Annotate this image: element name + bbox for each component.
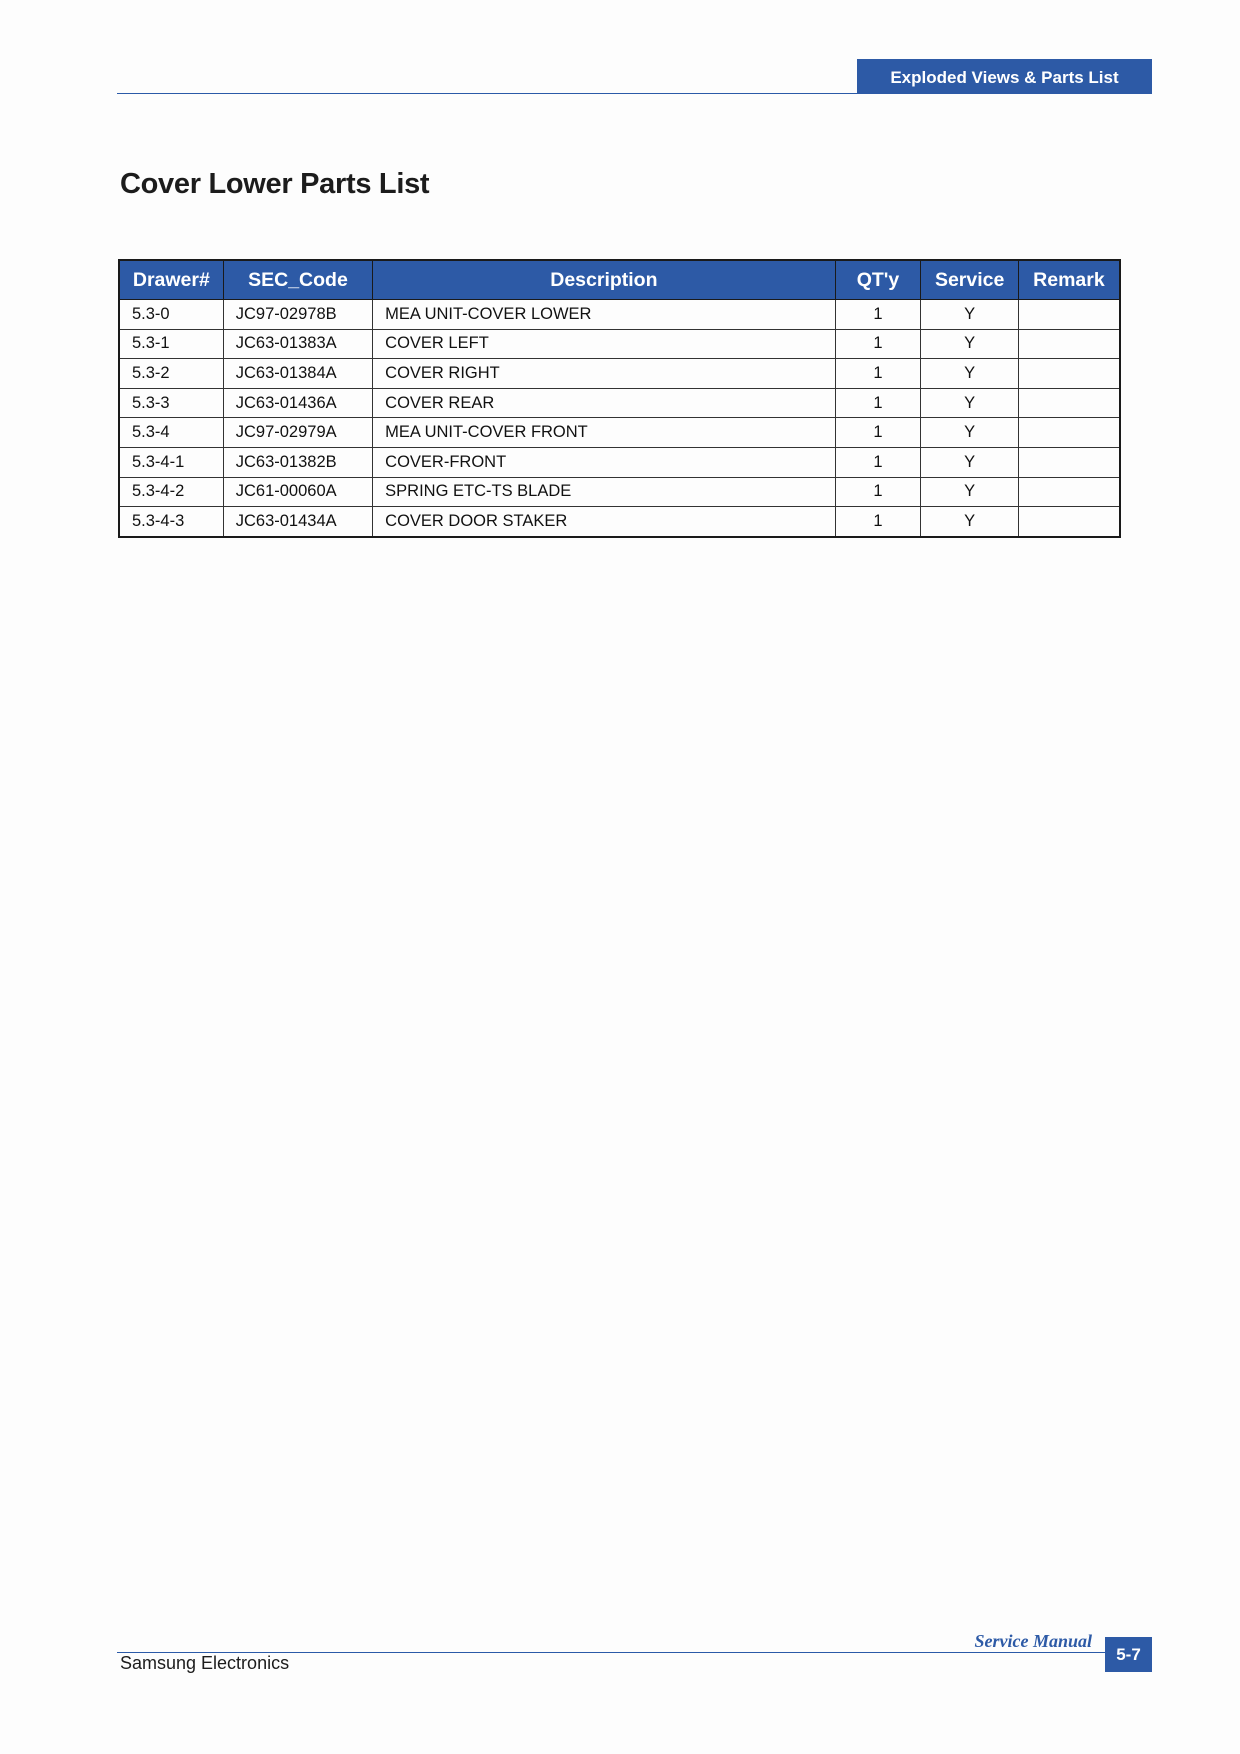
service-cell: Y — [921, 507, 1018, 537]
table-row — [119, 300, 1120, 330]
drawer-cell: 5.3-3 — [119, 388, 223, 418]
service-cell: Y — [921, 388, 1018, 418]
sec-code-cell: JC97-02979A — [223, 418, 372, 448]
service-cell: Y — [921, 447, 1018, 477]
parts-table-body — [119, 300, 1120, 537]
footer-manual-label: Service Manual — [974, 1631, 1092, 1651]
description-cell: COVER-FRONT — [373, 447, 835, 477]
table-row — [119, 447, 1120, 477]
drawer-cell: 5.3-2 — [119, 359, 223, 389]
quantity-cell: 1 — [835, 388, 921, 418]
description-cell: SPRING ETC-TS BLADE — [373, 477, 835, 507]
quantity-cell: 1 — [835, 300, 921, 330]
parts-table — [118, 259, 1121, 538]
remark-cell — [1018, 507, 1120, 537]
remark-cell — [1018, 388, 1120, 418]
description-cell: COVER LEFT — [373, 329, 835, 359]
column-header-quantity: QT'y — [835, 260, 921, 300]
service-cell: Y — [921, 300, 1018, 330]
remark-cell — [1018, 418, 1120, 448]
service-cell: Y — [921, 329, 1018, 359]
drawer-cell: 5.3-0 — [119, 300, 223, 330]
remark-cell — [1018, 300, 1120, 330]
sec-code-cell: JC63-01434A — [223, 507, 372, 537]
drawer-cell: 5.3-4 — [119, 418, 223, 448]
footer-company: Samsung Electronics — [120, 1653, 290, 1673]
table-header-row — [119, 260, 1120, 300]
sec-code-cell: JC63-01382B — [223, 447, 372, 477]
remark-cell — [1018, 329, 1120, 359]
description-cell: MEA UNIT-COVER FRONT — [373, 418, 835, 448]
column-header-remark: Remark — [1018, 260, 1120, 300]
service-cell: Y — [921, 477, 1018, 507]
service-cell: Y — [921, 359, 1018, 389]
table-row — [119, 418, 1120, 448]
drawer-cell: 5.3-4-2 — [119, 477, 223, 507]
remark-cell — [1018, 447, 1120, 477]
section-header-tab: Exploded Views & Parts List — [857, 59, 1152, 94]
quantity-cell: 1 — [835, 507, 921, 537]
column-header-description: Description — [373, 260, 835, 300]
sec-code-cell: JC97-02978B — [223, 300, 372, 330]
quantity-cell: 1 — [835, 329, 921, 359]
drawer-cell: 5.3-1 — [119, 329, 223, 359]
sec-code-cell: JC63-01436A — [223, 388, 372, 418]
quantity-cell: 1 — [835, 359, 921, 389]
remark-cell — [1018, 359, 1120, 389]
service-cell: Y — [921, 418, 1018, 448]
table-row — [119, 359, 1120, 389]
sec-code-cell: JC63-01384A — [223, 359, 372, 389]
description-cell: COVER DOOR STAKER — [373, 507, 835, 537]
description-cell: COVER RIGHT — [373, 359, 835, 389]
column-header-drawer: Drawer# — [119, 260, 223, 300]
sec-code-cell: JC61-00060A — [223, 477, 372, 507]
column-header-sec-code: SEC_Code — [223, 260, 372, 300]
drawer-cell: 5.3-4-1 — [119, 447, 223, 477]
drawer-cell: 5.3-4-3 — [119, 507, 223, 537]
quantity-cell: 1 — [835, 418, 921, 448]
table-row — [119, 329, 1120, 359]
column-header-service: Service — [921, 260, 1018, 300]
description-cell: MEA UNIT-COVER LOWER — [373, 300, 835, 330]
quantity-cell: 1 — [835, 447, 921, 477]
remark-cell — [1018, 477, 1120, 507]
footer-page-number: 5-7 — [1105, 1637, 1152, 1672]
quantity-cell: 1 — [835, 477, 921, 507]
page-title: Cover Lower Parts List — [120, 168, 430, 200]
table-row — [119, 388, 1120, 418]
description-cell: COVER REAR — [373, 388, 835, 418]
table-row — [119, 507, 1120, 537]
sec-code-cell: JC63-01383A — [223, 329, 372, 359]
table-row — [119, 477, 1120, 507]
